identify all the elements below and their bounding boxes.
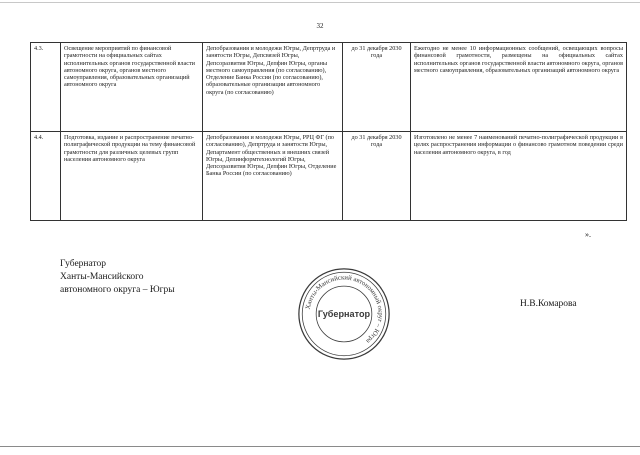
result-cell: Изготовлено не менее 7 наименований печатно-полиграфической продукции в целях распространения информации о финансово грамотном поведении среди населения автономного округа, в год <box>411 132 627 221</box>
activity-cell: Подготовка, издание и распространение печатно-полиграфической продукции на тему финансовой грамотности для различных целевых групп населения автономного округа <box>61 132 203 221</box>
signatory-region-line: Ханты-Мансийского <box>60 272 144 282</box>
deadline-cell: до 31 декабря 2030 года <box>343 43 411 132</box>
seal-center-text: Губернатор <box>317 308 371 319</box>
signatory-region-line: автономного округа – Югры <box>60 285 175 295</box>
row-number: 4.3. <box>31 43 61 132</box>
closing-quote-mark: ». <box>585 230 591 239</box>
page-number: 32 <box>316 22 324 30</box>
bottom-scan-edge <box>0 446 640 447</box>
executors-cell: Депобразования и молодежи Югры, Депртруда и занятости Югры, Депсвязей Югры, Депсоразвития Югры, Депфин Югры, органы местного самоуправления (по согласованию), Отделение Банка России (по согласованию), образовательные организации автономного округа (по согласованию) <box>203 43 343 132</box>
result-cell: Ежегодно не менее 10 информационных сообщений, освещающих вопросы финансовой грамотности, размещены на официальных сайтах исполнительных органов государственной власти автономного округа, органов местного самоуправления, образовательных организаций автономного округа <box>411 43 627 132</box>
row-number: 4.4. <box>31 132 61 221</box>
table-row <box>31 43 627 132</box>
signatory-position-line: Губернатор <box>60 259 107 269</box>
table-row <box>31 132 627 221</box>
executors-cell: Депобразования и молодежи Югры, РРЦ ФГ (по согласованию), Депртруда и занятости Югры, Департамент общественных и внешних связей Югры, Депинформтехнологий Югры, Депсоразвития Югры, Депфин Югры, Отделение Банка России (по согласованию) <box>203 132 343 221</box>
seal-ring-text: Ханты-Мансийский автономный округ – Югра <box>304 274 384 345</box>
activity-cell: Освещение мероприятий по финансовой грамотности на официальных сайтах исполнительных органов государственной власти автономного округа, органов местного самоуправления, образовательных организаций автономного округа <box>61 43 203 132</box>
top-scan-edge <box>0 2 640 3</box>
official-seal-icon <box>296 266 392 362</box>
deadline-cell: до 31 декабря 2030 года <box>343 132 411 221</box>
plan-table <box>30 42 627 221</box>
signatory-name: Н.В.Комарова <box>520 299 577 309</box>
signature-title-block <box>60 258 175 297</box>
